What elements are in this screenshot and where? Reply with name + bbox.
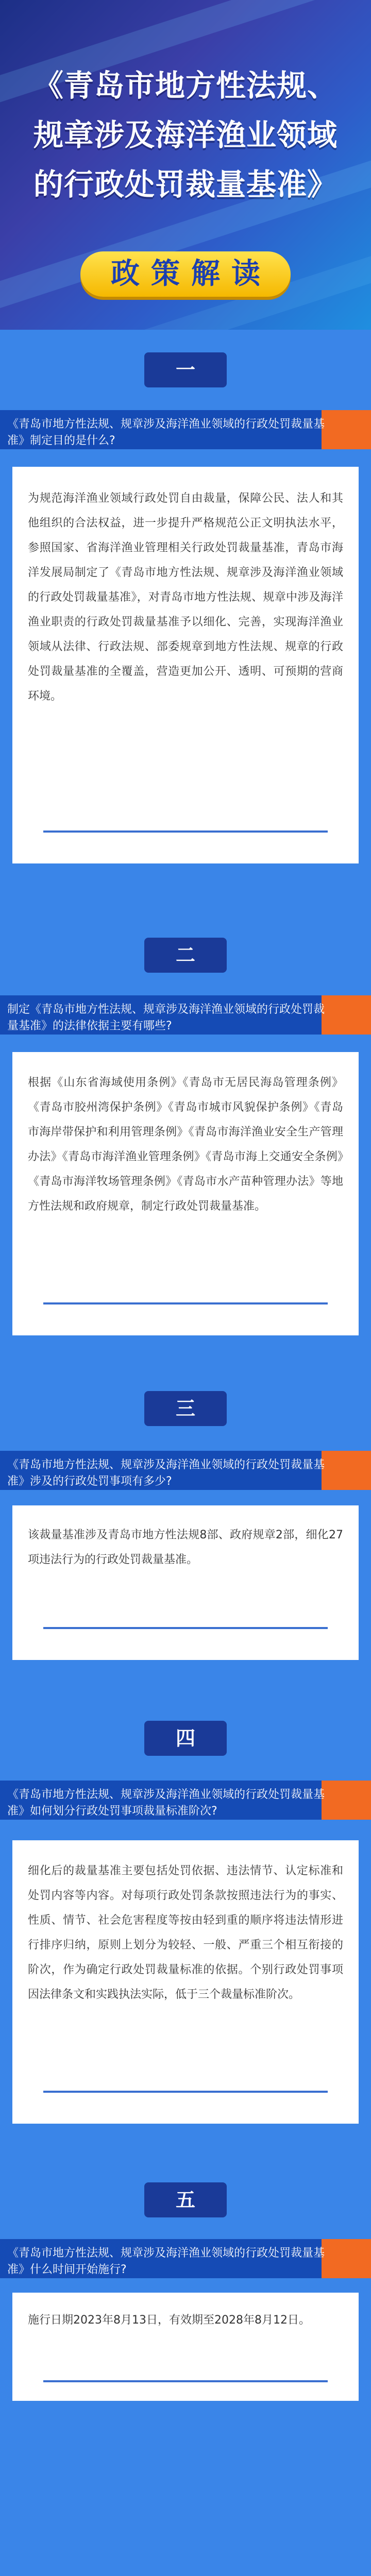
question-text: 《青岛市地方性法规、规章涉及海洋渔业领域的行政处罚裁量基准》制定目的是什么?	[7, 418, 325, 447]
answer-text: 为规范海洋渔业领域行政处罚自由裁量，保障公民、法人和其他组织的合法权益，进一步提升严格规范公正文明执法水平，参照国家、省海洋渔业管理相关行政处罚裁量基准，青岛市海洋发展局制定了《青岛市地方性法规、规章涉及海洋渔业领域的行政处罚裁量基准》，对青岛市地方性法规、规章中涉及海洋渔业职责的行政处罚裁量基准予以细化、完善，实现海洋渔业领域从法律、行政法规、部委规章到地方性法规、规章的行政处罚裁量基准的全覆盖，营造更加公开、透明、可预期的营商环境。	[28, 492, 343, 703]
answer-card	[12, 1505, 359, 1660]
question-band	[0, 995, 371, 1035]
section-number: 三	[175, 1397, 195, 1420]
section-number: 一	[175, 359, 195, 381]
answer-card	[12, 467, 359, 863]
question-band	[0, 1451, 371, 1490]
answer-underline	[43, 2091, 328, 2093]
question-text: 《青岛市地方性法规、规章涉及海洋渔业领域的行政处罚裁量基准》什么时间开始施行?	[7, 2247, 325, 2276]
answer-underline	[43, 1627, 328, 1629]
title-line: 规章涉及海洋渔业领域	[33, 117, 338, 152]
answer-card	[12, 1052, 359, 1335]
section-number: 四	[175, 1727, 195, 1750]
question-band	[0, 410, 371, 449]
section-2	[0, 938, 371, 1340]
section-number: 五	[175, 2189, 195, 2211]
question-band	[0, 1781, 371, 1820]
section-1	[0, 352, 371, 873]
section-5	[0, 2182, 371, 2404]
section-number-badge	[144, 352, 227, 387]
question-text: 《青岛市地方性法规、规章涉及海洋渔业领域的行政处罚裁量基准》如何划分行政处罚事项裁量标准阶次?	[7, 1788, 325, 1818]
answer-card	[12, 1840, 359, 2124]
question-text: 制定《青岛市地方性法规、规章涉及海洋渔业领域的行政处罚裁量基准》的法律依据主要有哪些?	[7, 1003, 325, 1032]
header-banner	[0, 0, 371, 330]
question-text: 《青岛市地方性法规、规章涉及海洋渔业领域的行政处罚裁量基准》涉及的行政处罚事项有多少?	[7, 1459, 325, 1488]
answer-text: 细化后的裁量基准主要包括处罚依据、违法情节、认定标准和处罚内容等内容。对每项行政处罚条款按照违法行为的事实、性质、情节、社会危害程度等按由轻到重的顺序将违法情形进行排序归纳，原则上划分为较轻、一般、严重三个相互衔接的阶次，作为确定行政处罚裁量标准的依据。个别行政处罚事项因法律条文和实践执法实际，低于三个裁量标准阶次。	[28, 1865, 343, 2001]
section-number-badge	[144, 938, 227, 973]
section-number-badge	[144, 1721, 227, 1756]
subtitle-badge	[80, 251, 291, 297]
section-number-badge	[144, 2182, 227, 2217]
answer-underline	[43, 1302, 328, 1304]
answer-card	[12, 2293, 359, 2401]
answer-underline	[43, 831, 328, 833]
answer-text: 施行日期2023年8月13日，有效期至2028年8月12日。	[28, 2314, 310, 2327]
subtitle: 政策解读	[111, 257, 272, 291]
title-line: 的行政处罚裁量基准》	[33, 167, 338, 202]
answer-text: 根据《山东省海域使用条例》《青岛市无居民海岛管理条例》《青岛市胶州湾保护条例》《青岛市城市风貌保护条例》《青岛市海岸带保护和利用管理条例》《青岛市海洋渔业安全生产管理办法》《青岛市海洋渔业管理条例》《青岛市海上交通安全条例》《青岛市海洋牧场管理条例》《青岛市水产苗种管理办法》等地方性法规和政府规章，制定行政处罚裁量基准。	[28, 1076, 343, 1213]
question-band	[0, 2239, 371, 2278]
title-line: 《青岛市地方性法规、	[33, 68, 338, 103]
section-number-badge	[144, 1391, 227, 1426]
section-3	[0, 1391, 371, 1669]
section-4	[0, 1721, 371, 2133]
section-number: 二	[175, 944, 195, 967]
answer-text: 该裁量基准涉及青岛市地方性法规8部、政府规章2部，细化27项违法行为的行政处罚裁量基准。	[28, 1529, 343, 1566]
page-title	[0, 61, 371, 209]
answer-underline	[43, 2380, 328, 2382]
